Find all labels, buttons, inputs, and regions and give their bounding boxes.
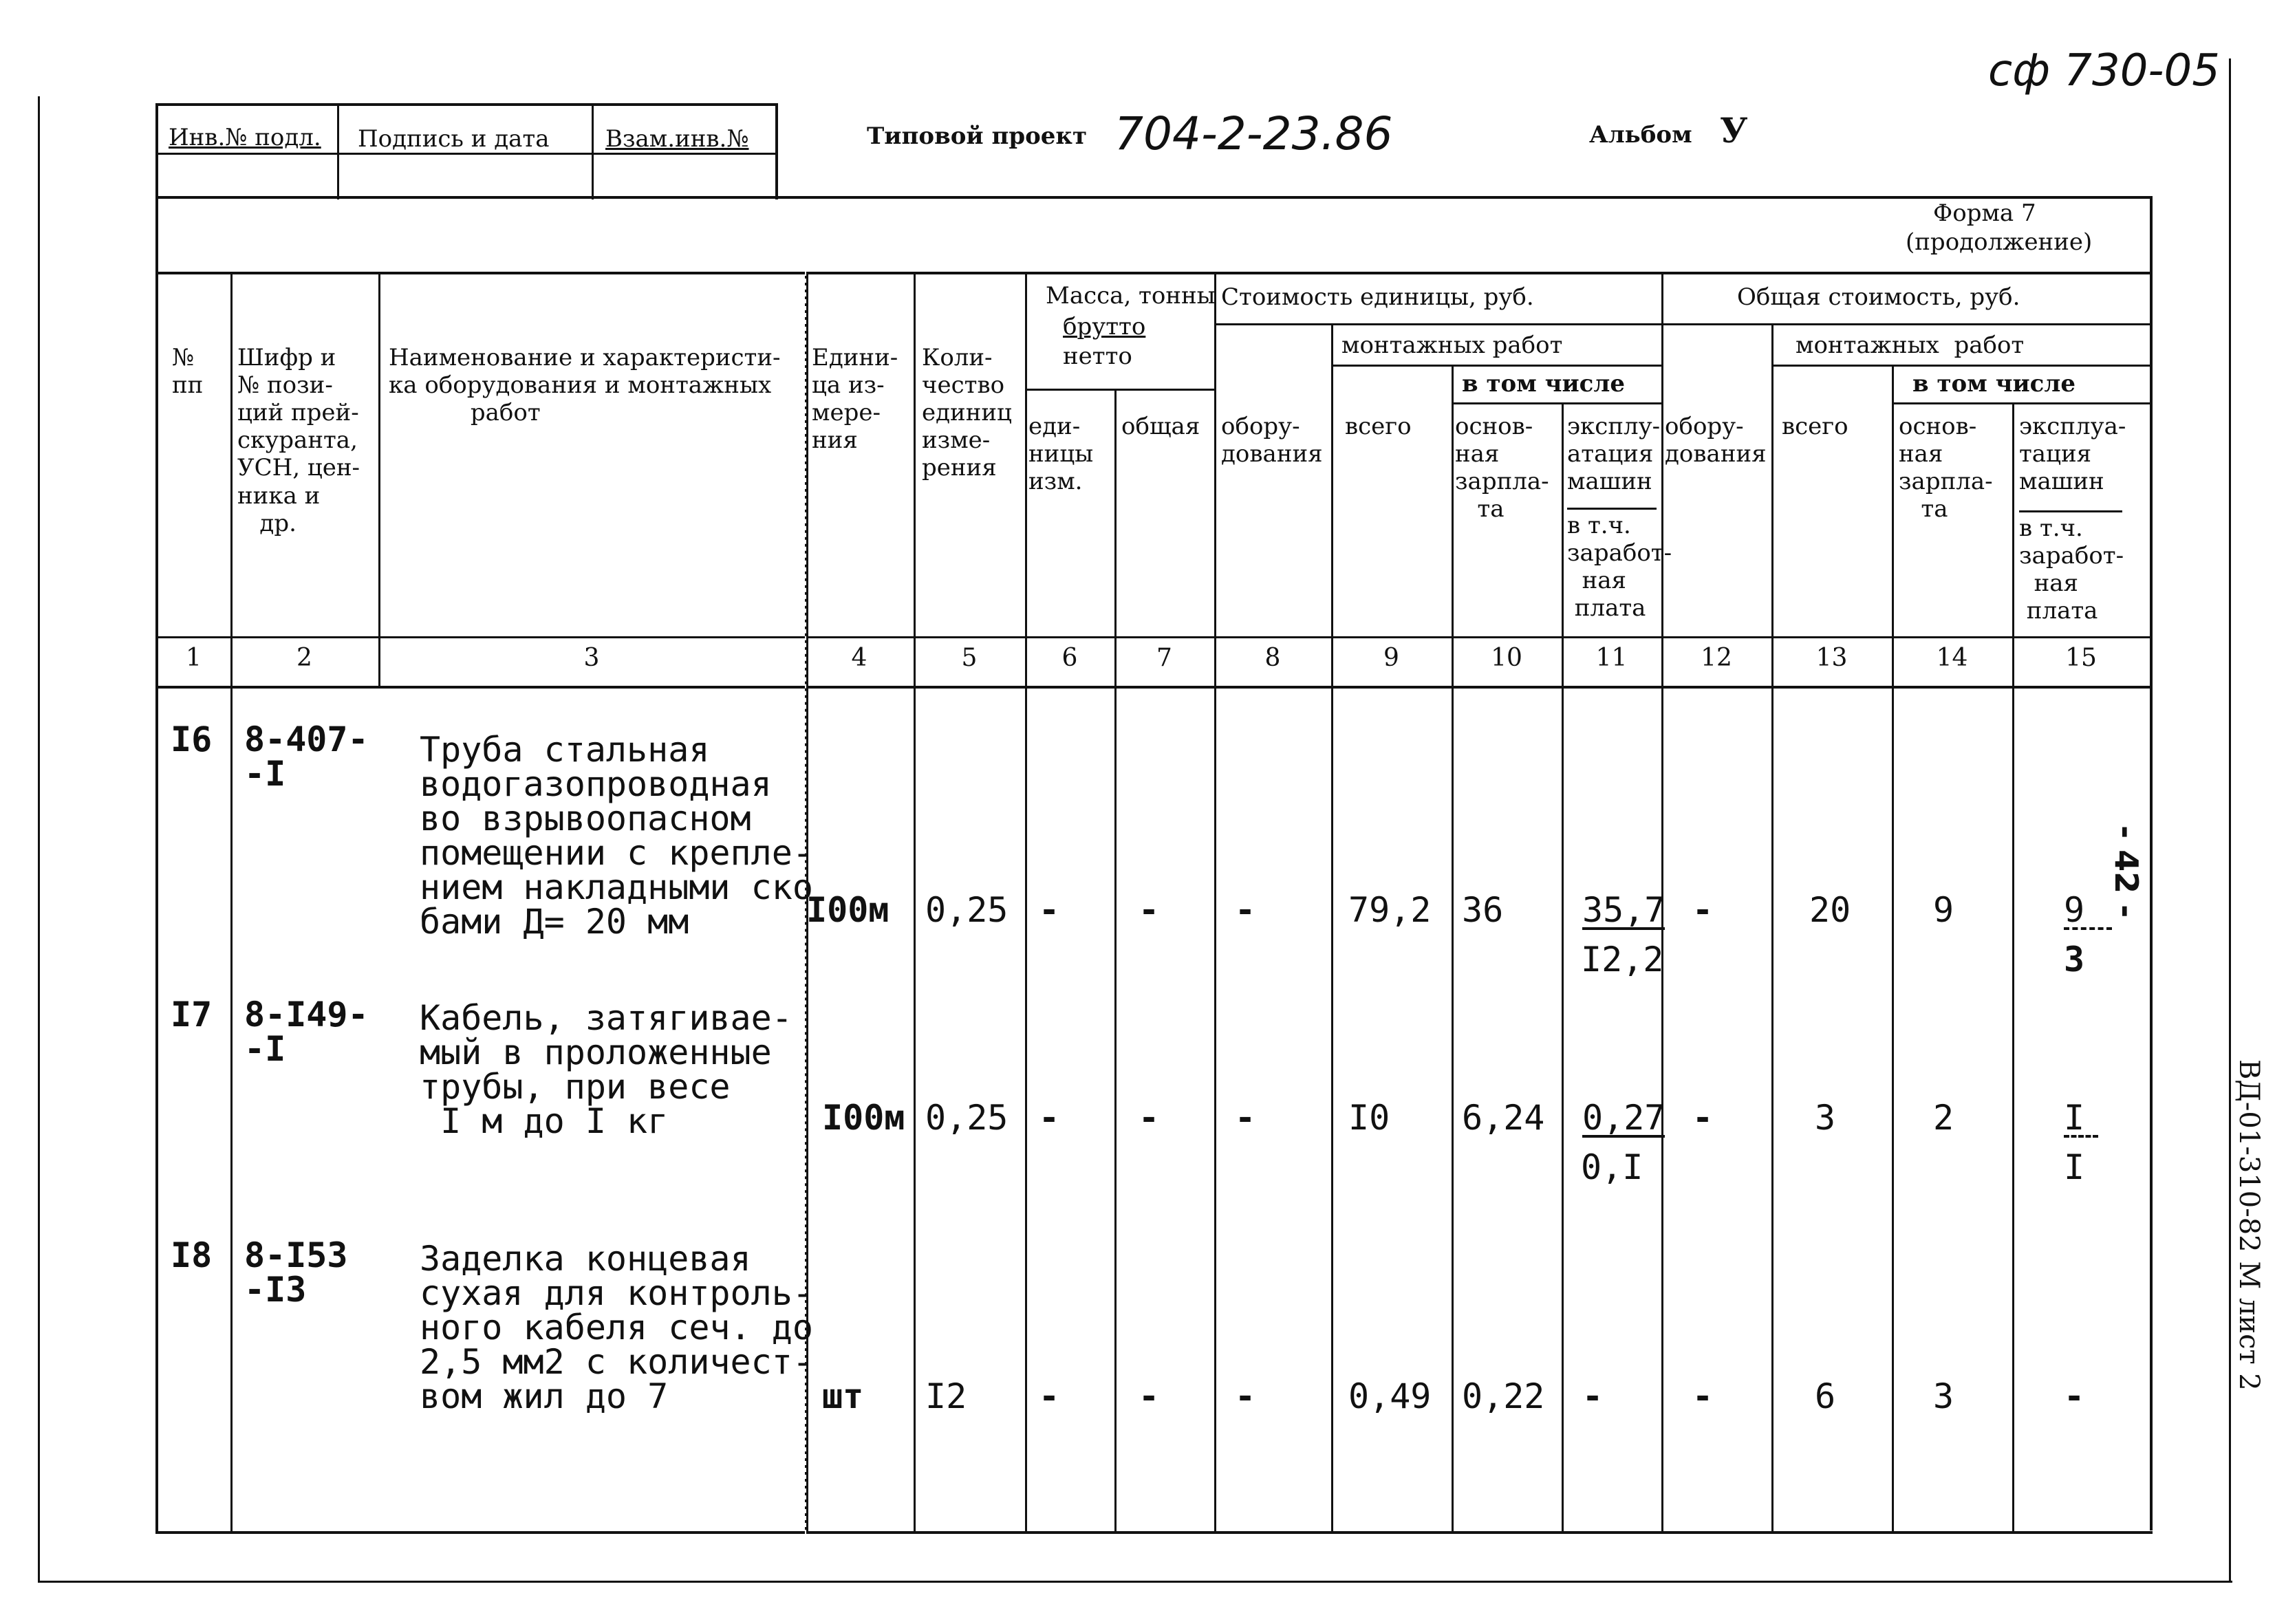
row-qty: 0,25: [925, 890, 1009, 930]
header-c1: № пп: [172, 344, 204, 400]
stamp-podpis: Подпись и дата: [358, 125, 550, 153]
row-total-salary: 2: [1933, 1098, 1954, 1138]
form-line1: Форма 7: [1933, 199, 2036, 227]
col-line-6: [1114, 389, 1117, 1534]
row-total: I0: [1348, 1098, 1390, 1138]
row-total: 79,2: [1348, 890, 1432, 930]
stamp-vzam: Взам.инв.№: [605, 125, 749, 153]
header-total-cost: Общая стоимость, руб.: [1737, 283, 2020, 311]
row-name: Кабель, затягивае- мый в проложенные трубы, при весе I м до I кг: [420, 998, 793, 1141]
form-line2: (продолжение): [1906, 228, 2093, 256]
montazh2-sub-line: [1771, 365, 2150, 367]
colnum-14: 14: [1936, 644, 1968, 672]
row-code: 8-I53 -I3: [244, 1235, 348, 1310]
row-total-salary: 9: [1933, 890, 1954, 930]
page-frame-bottom: [38, 1581, 2232, 1583]
header-c11b: в т.ч. заработ- ная плата: [1567, 512, 1672, 622]
vtom1-sub-line: [1452, 402, 1661, 404]
row-machine: 35,7: [1582, 890, 1665, 930]
stamp-v2: [592, 103, 594, 199]
page-number: - 42 -: [2108, 825, 2145, 918]
row-machine-salary: 0,I: [1581, 1147, 1643, 1187]
table-left: [155, 103, 158, 1534]
colnum-15: 15: [2065, 644, 2097, 672]
page-frame-right: [2229, 58, 2231, 1582]
col-line-5: [1025, 272, 1027, 1534]
header-c3: Наименование и характеристи- ка оборудования и монтажных работ: [389, 344, 781, 427]
album-value: У: [1720, 110, 1748, 151]
header-c4: Едини- ца из- мере- ния: [812, 344, 898, 455]
row-equip: -: [1235, 890, 1256, 930]
header-c10: основ- ная зарпла- та: [1455, 413, 1549, 523]
row-machine: 0,27: [1582, 1098, 1665, 1138]
colnum-9: 9: [1383, 644, 1399, 672]
header-c2: Шифр и № пози- ций прей- скуранта, УСН, цен- ника и др.: [237, 344, 360, 537]
row-total-machine: 9: [2064, 893, 2112, 930]
montazh1-sub-line: [1331, 365, 1661, 367]
row-total-machine: I: [2064, 1101, 2098, 1138]
form-box-right: [2150, 196, 2153, 275]
stamp-inv-podl: Инв.№ подл.: [169, 124, 321, 151]
colnum-4: 4: [851, 644, 867, 672]
row-code: 8-407- -I: [244, 719, 369, 794]
row-total-machine-salary: 3: [2064, 940, 2085, 979]
table-right: [2150, 272, 2153, 1530]
row-total-all: 3: [1815, 1098, 1836, 1138]
stamp-mid: [157, 153, 777, 155]
header-montazh2: монтажных работ: [1796, 332, 2025, 359]
row-equip: -: [1235, 1376, 1256, 1416]
stamp-v1: [337, 103, 339, 199]
col-line-8: [1331, 323, 1333, 1534]
row-salary: 36: [1462, 890, 1504, 930]
row-mass-unit: -: [1039, 1376, 1060, 1416]
header-c15a: эксплуа- тация машин: [2019, 413, 2126, 496]
row-total-machine-salary: I: [2064, 1147, 2085, 1187]
colnum-bottom: [157, 686, 2152, 689]
row-name: Заделка концевая сухая для контроль- ного кабеля сеч. до 2,5 мм2 с количест- вом жил до 7: [420, 1239, 813, 1416]
document-code: сф 730-05: [1988, 45, 2220, 96]
unitcost-sub-line: [1214, 323, 1661, 325]
colnum-8: 8: [1264, 644, 1281, 672]
row-number: I6: [171, 719, 213, 759]
col-line-7: [1214, 272, 1216, 1534]
header-c15b: в т.ч. заработ- ная плата: [2019, 515, 2124, 625]
row-total-machine: -: [2064, 1376, 2085, 1416]
project-label: Типовой проект: [867, 122, 1088, 150]
row-machine: -: [1582, 1376, 1604, 1416]
mass-sub-line: [1025, 389, 1214, 391]
header-c6: еди- ницы изм.: [1028, 413, 1094, 496]
colnum-13: 13: [1815, 644, 1848, 672]
page-frame-left: [38, 96, 40, 1582]
header-mass-a: Масса, тонны: [1046, 282, 1216, 310]
row-qty: 0,25: [925, 1098, 1009, 1138]
row-code: 8-I49- -I: [244, 995, 369, 1069]
header-mass-c: нетто: [1063, 343, 1132, 370]
row-unit: шт: [822, 1376, 864, 1416]
header-vtom2: в том числе: [1912, 370, 2075, 398]
row-salary: 6,24: [1462, 1098, 1545, 1138]
row-qty: I2: [925, 1376, 967, 1416]
row-number: I8: [171, 1235, 213, 1275]
header-mass-b: брутто: [1063, 313, 1146, 340]
colnum-5: 5: [961, 644, 978, 672]
album-label: Альбом: [1589, 121, 1692, 149]
stamp-top: [157, 103, 777, 106]
row-total-all: 20: [1809, 890, 1851, 930]
col-line-2: [378, 272, 380, 688]
header-c11-divider: [1567, 508, 1657, 510]
vtom2-sub-line: [1892, 402, 2150, 404]
row-total: 0,49: [1348, 1376, 1432, 1416]
row-total-salary: 3: [1933, 1376, 1954, 1416]
row-name: Труба стальная водогазопроводная во взрывоопасном помещении с крепле- нием накладными ско бами Д= 20 мм: [420, 730, 813, 942]
row-salary: 0,22: [1462, 1376, 1545, 1416]
col-line-14: [2012, 402, 2014, 1534]
colnum-12: 12: [1701, 644, 1732, 672]
row-total-equip: -: [1692, 1098, 1714, 1138]
colnum-1: 1: [186, 644, 202, 672]
header-montazh1: монтажных работ: [1341, 332, 1563, 359]
col-line-1: [230, 272, 233, 1534]
row-unit: I00м: [822, 1098, 905, 1138]
form-box-top: [157, 196, 2152, 199]
header-c13: всего: [1782, 413, 1848, 440]
header-c5: Коли- чество единиц изме- рения: [922, 344, 1012, 482]
colnum-6: 6: [1061, 644, 1078, 672]
header-unit-cost: Стоимость единицы, руб.: [1221, 283, 1534, 311]
header-bottom: [157, 636, 2152, 638]
header-c12: обору- дования: [1665, 413, 1767, 468]
row-mass-total: -: [1139, 1376, 1160, 1416]
row-total-equip: -: [1692, 1376, 1714, 1416]
table-top: [157, 272, 2152, 274]
header-vtom1: в том числе: [1462, 370, 1625, 398]
col-line-10: [1562, 402, 1564, 1534]
row-total-all: 6: [1815, 1376, 1836, 1416]
header-c7: общая: [1121, 413, 1200, 440]
header-c8: обору- дования: [1221, 413, 1323, 468]
row-mass-unit: -: [1039, 890, 1060, 930]
row-mass-total: -: [1139, 890, 1160, 930]
colnum-10: 10: [1491, 644, 1522, 672]
side-code: ВД-01-310-82 М лист 2: [2233, 1059, 2265, 1391]
colnum-2: 2: [296, 644, 312, 672]
row-equip: -: [1235, 1098, 1256, 1138]
row-mass-total: -: [1139, 1098, 1160, 1138]
colnum-3: 3: [583, 644, 600, 672]
col-line-12: [1771, 323, 1773, 1534]
row-mass-unit: -: [1039, 1098, 1060, 1138]
header-c9: всего: [1345, 413, 1412, 440]
header-c15-divider: [2019, 510, 2122, 512]
colnum-11: 11: [1595, 644, 1628, 672]
row-total-equip: -: [1692, 890, 1714, 930]
row-machine-salary: I2,2: [1581, 940, 1664, 979]
table-bottom: [155, 1531, 2153, 1534]
row-number: I7: [171, 995, 213, 1035]
totalcost-sub-line: [1661, 323, 2150, 325]
stamp-v3: [775, 103, 778, 199]
col-line-13: [1892, 365, 1894, 1534]
header-c11a: эксплу- атация машин: [1567, 413, 1661, 496]
header-c14: основ- ная зарпла- та: [1899, 413, 1993, 523]
col-line-9: [1452, 365, 1454, 1534]
col-line-4: [914, 272, 916, 1534]
row-unit: I00м: [806, 890, 889, 930]
project-number: 704-2-23.86: [1114, 107, 1393, 160]
colnum-7: 7: [1156, 644, 1172, 672]
